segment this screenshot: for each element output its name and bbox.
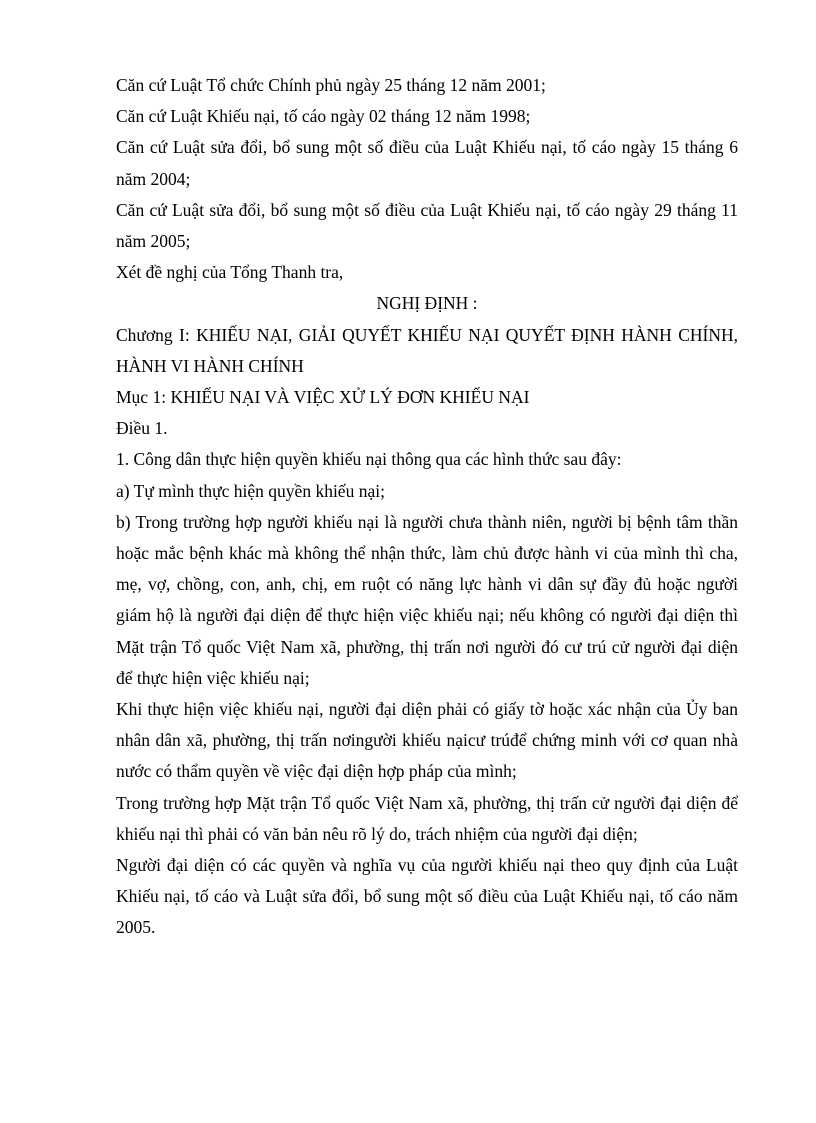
section-title: Mục 1: KHIẾU NẠI VÀ VIỆC XỬ LÝ ĐƠN KHIẾU NẠI (116, 387, 530, 408)
paragraph: a) Tự mình thực hiện quyền khiếu nại; (116, 480, 385, 501)
article-title: Điều 1. (116, 418, 168, 439)
paragraph: 1. Công dân thực hiện quyền khiếu nại thông qua các hình thức sau đây: (116, 449, 622, 470)
decree-heading: NGHỊ ĐỊNH : (376, 293, 478, 314)
paragraph: Người đại diện có các quyền và nghĩa vụ của người khiếu nại theo quy định của Luật Khiếu nại, tố cáo và Luật sửa đổi, bổ sung một số điều của Luật Khiếu nại, tố cáo năm 2005. (116, 855, 738, 938)
preamble-line: Căn cứ Luật Khiếu nại, tố cáo ngày 02 tháng 12 năm 1998; (116, 106, 531, 127)
paragraph: b) Trong trường hợp người khiếu nại là người chưa thành niên, người bị bệnh tâm thần hoặc mắc bệnh khác mà không thể nhận thức, làm chủ được hành vi của mình thì cha, mẹ, vợ, chồng, con, anh, chị, em ruột có năng lực hành vi dân sự đầy đủ hoặc người giám hộ là người đại diện để thực hiện việc khiếu nại; nếu không có người đại diện thì Mặt trận Tổ quốc Việt Nam xã, phường, thị trấn nơi người đó cư trú cử người đại diện để thực hiện việc khiếu nại; (116, 511, 738, 688)
preamble-line: Căn cứ Luật sửa đổi, bổ sung một số điều của Luật Khiếu nại, tố cáo ngày 29 tháng 11 năm 2005; (116, 199, 738, 252)
document-body (116, 70, 738, 944)
preamble-line: Căn cứ Luật Tổ chức Chính phủ ngày 25 tháng 12 năm 2001; (116, 75, 546, 95)
chapter-title: Chương I: KHIẾU NẠI, GIẢI QUYẾT KHIẾU NẠI QUYẾT ĐỊNH HÀNH CHÍNH, HÀNH VI HÀNH CHÍNH (116, 324, 738, 376)
preamble-line: Xét đề nghị của Tổng Thanh tra, (116, 262, 344, 283)
paragraph: Khi thực hiện việc khiếu nại, người đại diện phải có giấy tờ hoặc xác nhận của Ủy ban nhân dân xã, phường, thị trấn nơingười khiếu nạicư trúđể chứng minh với cơ quan nhà nước có thẩm quyền về việc đại diện hợp pháp của mình; (116, 699, 738, 782)
paragraph: Trong trường hợp Mặt trận Tổ quốc Việt Nam xã, phường, thị trấn cử người đại diện để khiếu nại thì phải có văn bản nêu rõ lý do, trách nhiệm của người đại diện; (116, 792, 738, 844)
preamble-line: Căn cứ Luật sửa đổi, bổ sung một số điều của Luật Khiếu nại, tố cáo ngày 15 tháng 6 năm 2004; (116, 137, 738, 189)
